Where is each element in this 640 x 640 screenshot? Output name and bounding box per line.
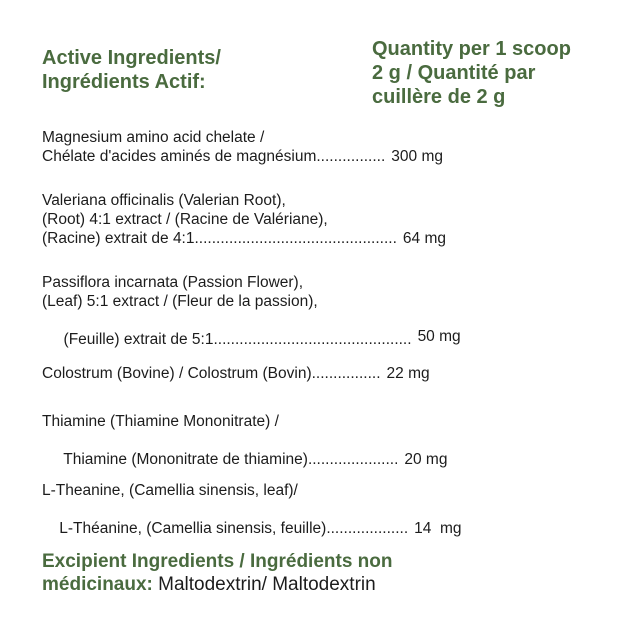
quantity-heading bbox=[372, 37, 622, 109]
leader-dots: ................ bbox=[311, 365, 381, 382]
ingredient-quantity: 20 mg bbox=[404, 451, 448, 468]
excipient-label-line-2: médicinaux: bbox=[42, 574, 153, 595]
quantity-heading-line-1: Quantity per 1 scoop bbox=[372, 38, 571, 60]
leader-dots: ............................................... bbox=[194, 230, 397, 247]
leader-dots: .............................................. bbox=[213, 331, 412, 348]
ingredient-line: Valeriana officinalis (Valerian Root), bbox=[42, 192, 286, 209]
active-heading-line-1: Active Ingredients/ bbox=[42, 47, 221, 69]
ingredient-line: Magnesium amino acid chelate / bbox=[42, 129, 265, 146]
ingredient-line-last bbox=[42, 147, 582, 166]
ingredient-line: Chélate d'acides aminés de magnésium bbox=[42, 148, 317, 165]
ingredient-line: (Feuille) extrait de 5:1 bbox=[59, 331, 214, 348]
ingredient-valerian bbox=[42, 191, 582, 248]
active-heading-line-2: Ingrédients Actif: bbox=[42, 71, 206, 93]
leader-dots: ................ bbox=[316, 148, 386, 165]
ingredient-quantity: 22 mg bbox=[386, 365, 430, 382]
ingredient-quantity: 300 mg bbox=[391, 148, 443, 165]
quantity-heading-line-2: 2 g / Quantité par bbox=[372, 62, 536, 84]
ingredient-quantity: 50 mg bbox=[417, 328, 461, 345]
ingredient-quantity: 14 mg bbox=[414, 520, 462, 537]
ingredient-thiamine bbox=[42, 412, 582, 488]
quantity-heading-line-3: cuillère de 2 g bbox=[372, 86, 506, 108]
ingredient-line: L-Theanine, (Camellia sinensis, leaf)/ bbox=[42, 482, 298, 499]
active-ingredients-heading bbox=[42, 46, 221, 94]
excipient-value: Maltodextrin/ Maltodextrin bbox=[152, 574, 376, 595]
ingredient-quantity: 64 mg bbox=[402, 230, 446, 247]
ingredient-line: Colostrum (Bovine) / Colostrum (Bovin) bbox=[42, 365, 312, 382]
ingredient-line: (Root) 4:1 extract / (Racine de Valériane), bbox=[42, 211, 328, 228]
ingredient-colostrum bbox=[42, 364, 582, 383]
ingredient-line: Thiamine (Mononitrate de thiamine) bbox=[59, 451, 308, 468]
leader-dots: ..................... bbox=[307, 451, 399, 468]
ingredient-line: (Racine) extrait de 4:1 bbox=[42, 230, 195, 247]
ingredient-line-last bbox=[42, 229, 582, 248]
ingredient-line-last bbox=[42, 364, 582, 383]
ingredient-line-last bbox=[42, 431, 582, 488]
ingredient-line-last bbox=[42, 311, 582, 368]
excipient-line-2 bbox=[42, 573, 602, 596]
ingredient-theanine bbox=[42, 481, 582, 557]
ingredient-line: Thiamine (Thiamine Mononitrate) / bbox=[42, 413, 279, 430]
excipient-ingredients bbox=[42, 550, 602, 596]
ingredient-line: Passiflora incarnata (Passion Flower), bbox=[42, 274, 304, 291]
ingredient-passiflora bbox=[42, 273, 582, 368]
ingredient-line: L-Théanine, (Camellia sinensis, feuille) bbox=[59, 520, 327, 537]
ingredient-line-last bbox=[42, 500, 582, 557]
ingredient-magnesium bbox=[42, 128, 582, 166]
leader-dots: ................... bbox=[326, 520, 409, 537]
ingredient-line: (Leaf) 5:1 extract / (Fleur de la passion), bbox=[42, 293, 318, 310]
excipient-label-line-1: Excipient Ingredients / Ingrédients non bbox=[42, 551, 393, 572]
